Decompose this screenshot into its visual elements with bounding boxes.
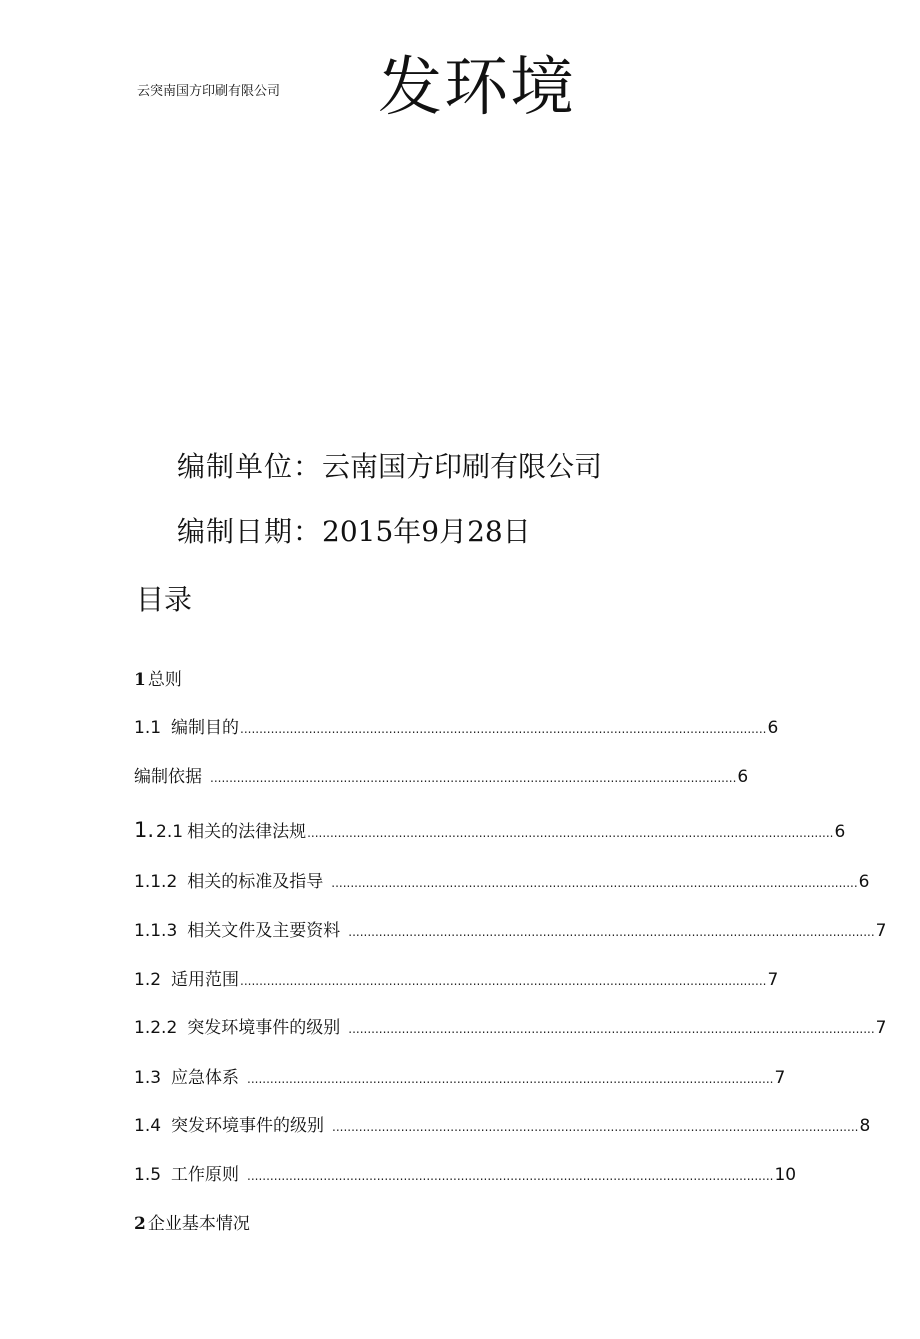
toc-entry-label: 相关文件及主要资料 (187, 921, 341, 941)
toc-entry[interactable] (134, 1066, 786, 1090)
toc-entry-page: 6 (858, 872, 870, 892)
toc-entry-label: 工作原则 (171, 1165, 240, 1185)
toc-entry-leader: .......................................................................................................................................... (348, 1022, 875, 1036)
toc-entry-page: 7 (774, 1068, 786, 1088)
toc-entry[interactable] (134, 968, 779, 992)
toc-entry-leader: .......................................................................................................................................... (210, 771, 737, 785)
toc-entry-number: 1.2.2 (134, 1018, 178, 1038)
toc-entry-number: 1.1.3 (134, 921, 178, 941)
compiling-date-line (177, 515, 531, 549)
toc-entry[interactable] (134, 1016, 887, 1040)
toc-entry-number-minor: 2.1 (156, 822, 184, 842)
toc-entry-number: 1.3 (134, 1068, 162, 1088)
toc-entry-number: 1.4 (134, 1116, 162, 1136)
compiling-unit-label: 编制单位： (177, 450, 323, 483)
toc-entry-number: 1.1.2 (134, 872, 178, 892)
toc-entry-page: 7 (875, 921, 887, 941)
toc-entry-leader: .......................................................................................................................................... (247, 1169, 774, 1183)
toc-entry-leader: .......................................................................................................................................... (247, 1072, 774, 1086)
compiling-unit-value: 云南国方印刷有限公司 (322, 450, 603, 483)
toc-entry-leader: .......................................................................................................................................... (348, 925, 875, 939)
header-company-name: 云突南国方印刷有限公司 (137, 84, 281, 99)
toc-section-label: 总则 (147, 670, 182, 690)
toc-entry-page: 8 (859, 1116, 871, 1136)
toc-entry-page: 7 (767, 970, 779, 990)
toc-entry-page: 6 (737, 767, 749, 787)
toc-entry-number: 1.1 (134, 718, 162, 738)
compiling-date-label: 编制日期： (177, 515, 323, 548)
toc-entry[interactable] (134, 818, 846, 842)
toc-entry-label: 相关的标准及指导 (187, 872, 324, 892)
toc-entry[interactable] (134, 716, 779, 740)
toc-entry-number: 1.5 (134, 1165, 162, 1185)
toc-section-heading[interactable] (134, 668, 182, 692)
toc-entry-label: 突发环境事件的级别 (171, 1116, 325, 1136)
toc-title: 目录 (136, 583, 193, 616)
toc-entry-label: 编制目的 (171, 718, 240, 738)
compiling-date-value: 2015年9月28日 (322, 515, 531, 548)
toc-entry-leader: .......................................................................................................................................... (307, 826, 834, 840)
toc-entry[interactable] (134, 765, 749, 789)
toc-entry-label: 应急体系 (171, 1068, 240, 1088)
toc-entry-leader: .......................................................................................................................................... (332, 1120, 859, 1134)
toc-entry-page: 6 (834, 822, 846, 842)
compiling-unit-line (177, 450, 602, 484)
toc-entry[interactable] (134, 870, 870, 894)
toc-entry-page: 10 (774, 1165, 797, 1185)
toc-entry-label: 编制依据 (134, 767, 202, 787)
toc-entry-leader: .......................................................................................................................................... (331, 876, 858, 890)
toc-entry[interactable] (134, 1114, 871, 1138)
toc-section-number: 2 (134, 1214, 146, 1234)
toc-entry-label: 适用范围 (171, 970, 240, 990)
toc-entry-number: 1.2 (134, 970, 162, 990)
toc-entry-page: 7 (875, 1018, 887, 1038)
document-title: 发环境 (378, 51, 576, 125)
toc-entry-number-major: 1. (134, 818, 155, 842)
toc-section-number: 1 (134, 670, 146, 690)
toc-entry-leader: .......................................................................................................................................... (240, 974, 767, 988)
toc-entry-page: 6 (767, 718, 779, 738)
toc-entry-leader: .......................................................................................................................................... (240, 722, 767, 736)
toc-entry[interactable] (134, 919, 887, 943)
toc-section-heading[interactable] (134, 1212, 250, 1236)
toc-section-label: 企业基本情况 (147, 1214, 250, 1234)
toc-entry-label: 突发环境事件的级别 (187, 1018, 341, 1038)
toc-entry[interactable] (134, 1163, 797, 1187)
toc-entry-label: 相关的法律法规 (187, 822, 307, 842)
